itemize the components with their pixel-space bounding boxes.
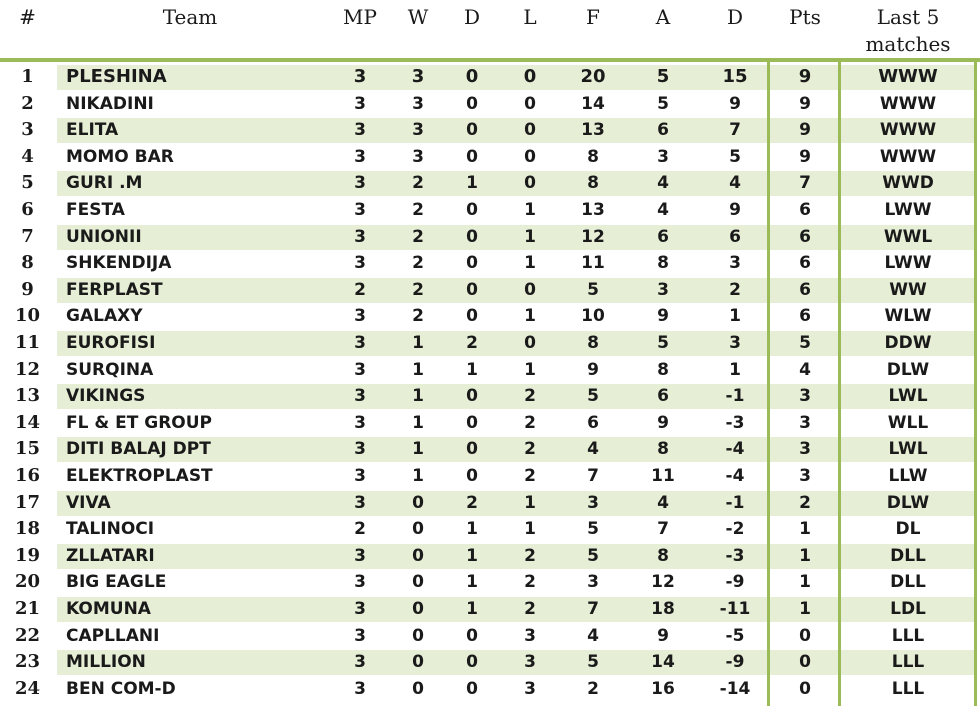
draws-cell: 0 xyxy=(466,306,478,327)
losses-cell: 1 xyxy=(524,359,536,380)
losses-cell: 1 xyxy=(524,253,536,274)
goals-for-cell: 5 xyxy=(587,519,599,540)
goals-against-cell: 5 xyxy=(657,93,669,114)
team-name: TALINOCI xyxy=(66,519,155,540)
last5-cell: LWL xyxy=(888,439,928,460)
team-name: CAPLLANI xyxy=(66,625,160,646)
rank-cell: 5 xyxy=(21,172,34,194)
rank-cell: 4 xyxy=(21,145,34,167)
header-wins: W xyxy=(407,5,429,29)
rank-cell: 9 xyxy=(21,278,34,300)
wins-cell: 3 xyxy=(412,93,424,114)
goal-difference-cell: 3 xyxy=(729,253,741,274)
goals-against-cell: 4 xyxy=(657,173,669,194)
header-goals-against: A xyxy=(655,5,671,29)
losses-cell: 0 xyxy=(524,120,536,141)
team-name: BEN COM-D xyxy=(66,678,176,699)
goals-for-cell: 4 xyxy=(587,439,599,460)
goals-against-cell: 9 xyxy=(657,306,669,327)
wins-cell: 1 xyxy=(412,412,424,433)
rank-cell: 8 xyxy=(21,252,34,274)
wins-cell: 1 xyxy=(412,439,424,460)
points-cell: 6 xyxy=(799,279,811,300)
draws-cell: 0 xyxy=(466,386,478,407)
goals-against-cell: 5 xyxy=(657,333,669,353)
draws-cell: 1 xyxy=(466,519,478,540)
mp-cell: 3 xyxy=(354,492,366,513)
goals-against-cell: 12 xyxy=(651,572,675,593)
wins-cell: 2 xyxy=(412,226,424,247)
goals-against-cell: 11 xyxy=(651,466,675,486)
team-name: ELEKTROPLAST xyxy=(66,466,213,486)
team-name: VIKINGS xyxy=(66,386,146,407)
goals-for-cell: 20 xyxy=(580,66,606,87)
losses-cell: 3 xyxy=(524,625,536,646)
draws-cell: 0 xyxy=(465,66,479,87)
goals-for-cell: 6 xyxy=(587,412,599,433)
draws-cell: 0 xyxy=(466,226,478,247)
rank-cell: 10 xyxy=(14,305,41,327)
last5-cell: DDW xyxy=(884,333,932,353)
team-name: VIVA xyxy=(66,492,111,513)
draws-cell: 0 xyxy=(466,93,478,114)
goals-for-cell: 8 xyxy=(587,333,599,353)
mp-cell: 3 xyxy=(354,306,366,327)
last5-cell: LWL xyxy=(888,386,928,407)
goals-for-cell: 11 xyxy=(581,253,605,274)
goals-for-cell: 8 xyxy=(587,173,599,194)
draws-cell: 0 xyxy=(466,466,478,486)
draws-cell: 0 xyxy=(466,412,478,433)
rank-cell: 2 xyxy=(21,92,34,114)
points-cell: 9 xyxy=(799,120,811,141)
goals-against-cell: 9 xyxy=(657,412,669,433)
points-cell: 3 xyxy=(799,386,811,407)
goals-against-cell: 8 xyxy=(657,359,669,380)
draws-cell: 0 xyxy=(466,146,478,167)
rank-cell: 21 xyxy=(14,598,41,619)
goals-against-cell: 9 xyxy=(657,625,669,646)
goals-for-cell: 7 xyxy=(587,466,599,486)
rank-cell: 17 xyxy=(14,491,41,513)
losses-cell: 2 xyxy=(524,412,536,433)
rank-cell: 11 xyxy=(14,332,41,353)
draws-cell: 0 xyxy=(466,678,478,699)
points-cell: 1 xyxy=(799,599,811,619)
team-name: ELITA xyxy=(66,120,119,141)
last5-cell: WW xyxy=(889,279,927,300)
losses-cell: 2 xyxy=(524,439,536,460)
draws-cell: 0 xyxy=(466,652,478,673)
mp-cell: 3 xyxy=(354,625,366,646)
goals-against-cell: 16 xyxy=(651,678,675,699)
rank-cell: 12 xyxy=(14,358,41,380)
points-cell: 1 xyxy=(799,572,811,593)
last5-cell: DLL xyxy=(890,572,926,593)
draws-cell: 0 xyxy=(466,439,478,460)
last5-cell: LWW xyxy=(884,253,932,274)
losses-cell: 2 xyxy=(524,466,536,486)
wins-cell: 3 xyxy=(412,146,424,167)
goals-against-cell: 8 xyxy=(657,253,669,274)
mp-cell: 3 xyxy=(354,572,366,593)
goal-difference-cell: -14 xyxy=(719,678,751,699)
draws-cell: 1 xyxy=(466,545,478,566)
last5-cell: DL xyxy=(895,519,921,540)
header-points: Pts xyxy=(789,5,821,29)
points-cell: 7 xyxy=(799,173,811,194)
wins-cell: 2 xyxy=(412,253,424,274)
goal-difference-cell: 5 xyxy=(729,146,741,167)
rank-cell: 14 xyxy=(14,411,41,433)
losses-cell: 1 xyxy=(524,306,536,327)
header-losses: L xyxy=(523,5,537,29)
mp-cell: 3 xyxy=(354,439,366,460)
goal-difference-cell: 6 xyxy=(729,226,741,247)
mp-cell: 3 xyxy=(354,173,366,194)
last5-cell: DLW xyxy=(886,359,930,380)
losses-cell: 1 xyxy=(524,226,536,247)
points-cell: 0 xyxy=(799,652,811,673)
losses-cell: 2 xyxy=(524,572,536,593)
team-name: EUROFISI xyxy=(66,333,156,353)
goal-difference-cell: -1 xyxy=(725,492,745,513)
goal-difference-cell: 9 xyxy=(729,200,741,220)
goals-for-cell: 4 xyxy=(587,625,599,646)
wins-cell: 1 xyxy=(412,333,424,353)
rank-cell: 7 xyxy=(21,225,34,247)
draws-cell: 0 xyxy=(466,625,478,646)
header-draws: D xyxy=(463,5,481,29)
wins-cell: 2 xyxy=(412,279,424,300)
mp-cell: 3 xyxy=(354,146,366,167)
goals-for-cell: 3 xyxy=(587,572,599,593)
points-cell: 1 xyxy=(799,519,811,540)
points-cell: 0 xyxy=(799,625,811,646)
points-cell: 6 xyxy=(799,306,811,327)
goal-difference-cell: 3 xyxy=(729,333,741,353)
wins-cell: 1 xyxy=(412,359,424,380)
goals-against-cell: 8 xyxy=(657,439,669,460)
wins-cell: 2 xyxy=(412,173,424,194)
goal-difference-cell: 15 xyxy=(722,66,748,87)
losses-cell: 0 xyxy=(524,146,536,167)
last5-cell: DLL xyxy=(890,545,926,566)
goals-against-cell: 3 xyxy=(657,146,669,167)
last5-cell: WWW xyxy=(879,146,937,167)
mp-cell: 3 xyxy=(354,93,366,114)
last5-cell: DLW xyxy=(886,492,930,513)
rank-cell: 1 xyxy=(21,66,34,87)
last5-cell: WWW xyxy=(878,66,938,87)
last5-cell: LWW xyxy=(884,200,932,220)
rank-cell: 23 xyxy=(14,651,41,673)
goal-difference-cell: -4 xyxy=(725,466,745,486)
header-last5-line2: matches xyxy=(865,32,951,56)
mp-cell: 3 xyxy=(354,466,366,486)
last5-cell: LLL xyxy=(891,678,925,699)
points-cell: 3 xyxy=(799,466,811,486)
draws-cell: 2 xyxy=(466,492,478,513)
goals-for-cell: 12 xyxy=(581,226,605,247)
last5-cell: LLW xyxy=(888,466,928,486)
goals-for-cell: 5 xyxy=(587,279,599,300)
header-mp: MP xyxy=(343,5,377,29)
goals-for-cell: 5 xyxy=(587,652,599,673)
goal-difference-cell: -9 xyxy=(725,652,745,673)
goal-difference-cell: 2 xyxy=(729,279,741,300)
draws-cell: 2 xyxy=(466,333,478,353)
goals-for-cell: 13 xyxy=(581,200,605,220)
last5-cell: WWD xyxy=(882,173,934,194)
losses-cell: 3 xyxy=(524,678,536,699)
points-cell: 1 xyxy=(799,545,811,566)
wins-cell: 3 xyxy=(412,120,424,141)
last5-cell: WWL xyxy=(883,226,933,247)
goal-difference-cell: -3 xyxy=(725,545,745,566)
wins-cell: 0 xyxy=(412,572,424,593)
goals-against-cell: 6 xyxy=(657,120,669,141)
goal-difference-cell: -1 xyxy=(725,386,745,407)
wins-cell: 1 xyxy=(412,386,424,407)
mp-cell: 3 xyxy=(354,120,366,141)
mp-cell: 3 xyxy=(354,333,366,353)
goal-difference-cell: -11 xyxy=(719,599,751,619)
losses-cell: 3 xyxy=(524,652,536,673)
rank-cell: 20 xyxy=(14,571,41,593)
losses-cell: 2 xyxy=(524,545,536,566)
losses-cell: 1 xyxy=(524,200,536,220)
mp-cell: 2 xyxy=(354,279,366,300)
points-cell: 3 xyxy=(799,412,811,433)
wins-cell: 0 xyxy=(412,545,424,566)
team-name: KOMUNA xyxy=(66,599,151,619)
goals-for-cell: 5 xyxy=(587,545,599,566)
goals-against-cell: 4 xyxy=(657,200,669,220)
last5-cell: LLL xyxy=(891,625,925,646)
wins-cell: 2 xyxy=(412,200,424,220)
team-name: NIKADINI xyxy=(66,93,154,114)
mp-cell: 3 xyxy=(354,226,366,247)
last5-cell: LDL xyxy=(890,599,926,619)
points-cell: 4 xyxy=(799,359,811,380)
goals-for-cell: 5 xyxy=(587,386,599,407)
goal-difference-cell: -9 xyxy=(725,572,745,593)
wins-cell: 0 xyxy=(412,678,424,699)
draws-cell: 1 xyxy=(466,599,478,619)
wins-cell: 2 xyxy=(412,306,424,327)
draws-cell: 0 xyxy=(466,200,478,220)
points-cell: 2 xyxy=(799,492,811,513)
wins-cell: 1 xyxy=(412,466,424,486)
rank-cell: 6 xyxy=(21,199,34,220)
losses-cell: 0 xyxy=(523,66,537,87)
goal-difference-cell: -2 xyxy=(725,519,745,540)
team-name: ZLLATARI xyxy=(66,545,155,566)
draws-cell: 1 xyxy=(466,359,478,380)
team-name: FL & ET GROUP xyxy=(66,412,212,433)
goal-difference-cell: 9 xyxy=(729,93,741,114)
draws-cell: 0 xyxy=(466,253,478,274)
goals-against-cell: 5 xyxy=(656,66,670,87)
team-name: PLESHINA xyxy=(66,66,167,87)
goal-difference-cell: 7 xyxy=(729,120,741,141)
rank-cell: 15 xyxy=(14,438,41,460)
points-column-right-border xyxy=(838,60,841,706)
wins-cell: 3 xyxy=(411,66,425,87)
goal-difference-cell: -4 xyxy=(725,439,745,460)
rank-cell: 16 xyxy=(14,465,41,486)
points-cell: 6 xyxy=(799,226,811,247)
losses-cell: 2 xyxy=(524,386,536,407)
team-name: BIG EAGLE xyxy=(66,572,167,593)
mp-cell: 3 xyxy=(354,412,366,433)
rank-cell: 18 xyxy=(14,518,41,540)
team-name: FERPLAST xyxy=(66,279,163,300)
goals-for-cell: 13 xyxy=(581,120,605,141)
mp-cell: 3 xyxy=(353,66,367,87)
team-name: UNIONII xyxy=(66,226,142,247)
goals-against-cell: 6 xyxy=(657,386,669,407)
goals-for-cell: 14 xyxy=(581,93,605,114)
points-cell: 3 xyxy=(799,439,811,460)
last5-cell: WWW xyxy=(879,93,937,114)
goal-difference-cell: 1 xyxy=(729,359,741,380)
rank-cell: 24 xyxy=(14,677,41,699)
header-goals-for: F xyxy=(586,5,600,29)
mp-cell: 3 xyxy=(354,200,366,220)
goals-for-cell: 3 xyxy=(587,492,599,513)
points-column-left-border xyxy=(767,60,770,706)
points-cell: 9 xyxy=(799,146,811,167)
rank-cell: 22 xyxy=(14,624,41,646)
header-rank: # xyxy=(19,5,36,29)
points-cell: 0 xyxy=(799,678,811,699)
goals-for-cell: 8 xyxy=(587,146,599,167)
mp-cell: 3 xyxy=(354,359,366,380)
team-name: SHKENDIJA xyxy=(66,253,172,274)
goals-for-cell: 2 xyxy=(587,678,599,699)
points-cell: 5 xyxy=(799,333,811,353)
mp-cell: 3 xyxy=(354,678,366,699)
mp-cell: 3 xyxy=(354,545,366,566)
goals-against-cell: 7 xyxy=(657,519,669,540)
header-team: Team xyxy=(162,5,218,29)
team-name: GALAXY xyxy=(66,306,143,327)
team-name: MILLION xyxy=(66,652,146,673)
mp-cell: 3 xyxy=(354,599,366,619)
goal-difference-cell: -3 xyxy=(725,412,745,433)
team-name: GURI .M xyxy=(66,173,143,194)
goal-difference-cell: 4 xyxy=(729,173,741,194)
wins-cell: 0 xyxy=(412,652,424,673)
header-last5 xyxy=(848,0,968,58)
goal-difference-cell: 1 xyxy=(729,306,741,327)
losses-cell: 2 xyxy=(524,599,536,619)
goals-against-cell: 4 xyxy=(657,492,669,513)
last5-cell: WWW xyxy=(879,120,937,141)
team-name: DITI BALAJ DPT xyxy=(66,439,211,460)
rank-cell: 3 xyxy=(21,119,34,141)
goals-against-cell: 18 xyxy=(651,599,675,619)
points-cell: 9 xyxy=(798,66,812,87)
losses-cell: 0 xyxy=(524,173,536,194)
goals-against-cell: 3 xyxy=(657,279,669,300)
wins-cell: 0 xyxy=(412,492,424,513)
draws-cell: 0 xyxy=(466,120,478,141)
draws-cell: 1 xyxy=(466,173,478,194)
losses-cell: 0 xyxy=(524,333,536,353)
wins-cell: 0 xyxy=(412,519,424,540)
last5-cell: WLW xyxy=(884,306,932,327)
rank-cell: 13 xyxy=(14,385,41,407)
losses-cell: 1 xyxy=(524,519,536,540)
losses-cell: 0 xyxy=(524,93,536,114)
goals-for-cell: 9 xyxy=(587,359,599,380)
last5-cell: LLL xyxy=(891,652,925,673)
mp-cell: 2 xyxy=(354,519,366,540)
mp-cell: 3 xyxy=(354,652,366,673)
draws-cell: 1 xyxy=(466,572,478,593)
goals-against-cell: 14 xyxy=(651,652,675,673)
goals-for-cell: 7 xyxy=(587,599,599,619)
header-goal-difference: D xyxy=(726,5,744,29)
wins-cell: 0 xyxy=(412,599,424,619)
mp-cell: 3 xyxy=(354,253,366,274)
rank-cell: 19 xyxy=(14,544,41,566)
wins-cell: 0 xyxy=(412,625,424,646)
goals-for-cell: 10 xyxy=(581,306,605,327)
team-name: FESTA xyxy=(66,200,125,220)
losses-cell: 1 xyxy=(524,492,536,513)
losses-cell: 0 xyxy=(524,279,536,300)
draws-cell: 0 xyxy=(466,279,478,300)
points-cell: 9 xyxy=(799,93,811,114)
header-last5-line1: Last 5 xyxy=(876,5,940,29)
last5-cell: WLL xyxy=(887,412,929,433)
mp-cell: 3 xyxy=(354,386,366,407)
team-name: SURQINA xyxy=(66,359,154,380)
goal-difference-cell: -5 xyxy=(725,625,745,646)
points-cell: 6 xyxy=(799,253,811,274)
points-cell: 6 xyxy=(799,200,811,220)
team-name: MOMO BAR xyxy=(66,146,174,167)
goals-against-cell: 8 xyxy=(657,545,669,566)
goals-against-cell: 6 xyxy=(657,226,669,247)
